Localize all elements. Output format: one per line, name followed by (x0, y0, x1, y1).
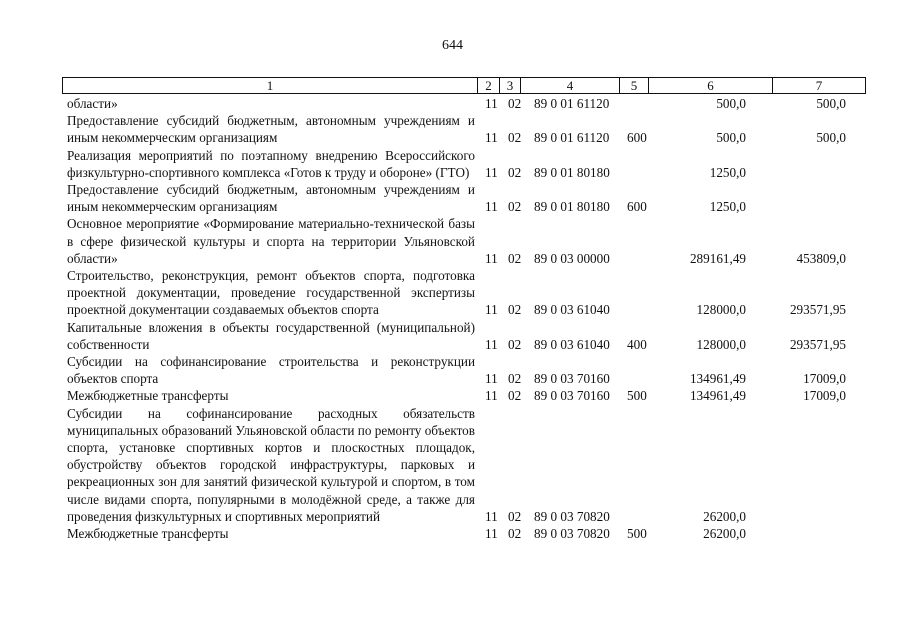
table-row (0, 267, 905, 319)
row-description: Предоставление субсидий бюджетным, автономным учреждениям и иным некоммерческим организациям (67, 182, 475, 215)
section-code: 11 (485, 388, 498, 404)
table-row (0, 112, 905, 146)
target-article-code: 89 0 01 80180 (534, 164, 610, 180)
section-code: 11 (485, 199, 498, 215)
column-header-7: 7 (773, 78, 866, 94)
section-code: 11 (485, 302, 498, 318)
amount-year-1: 26200,0 (703, 526, 746, 542)
section-code: 11 (485, 371, 498, 387)
column-header-6: 6 (649, 78, 773, 94)
table-row (0, 525, 905, 542)
subsection-code: 02 (508, 199, 522, 215)
target-article-code: 89 0 01 61120 (534, 130, 610, 146)
section-code: 11 (485, 250, 498, 266)
table-row (0, 95, 905, 112)
expense-type-code: 500 (627, 388, 647, 404)
subsection-code: 02 (508, 164, 522, 180)
amount-year-1: 1250,0 (709, 199, 746, 215)
amount-year-2: 293571,95 (789, 336, 846, 352)
amount-year-1: 128000,0 (696, 302, 746, 318)
column-header-3: 3 (500, 78, 521, 94)
table-row (0, 387, 905, 404)
section-code: 11 (485, 164, 498, 180)
subsection-code: 02 (508, 526, 522, 542)
column-header-4: 4 (521, 78, 620, 94)
amount-year-1: 289161,49 (689, 250, 746, 266)
target-article-code: 89 0 03 61040 (534, 336, 610, 352)
target-article-code: 89 0 03 70160 (534, 371, 610, 387)
row-description: Межбюджетные трансферты (67, 526, 229, 542)
column-header-1: 1 (63, 78, 478, 94)
amount-year-2: 453809,0 (796, 250, 846, 266)
row-description: Предоставление субсидий бюджетным, автономным учреждениям и иным некоммерческим организациям (67, 113, 475, 146)
section-code: 11 (485, 130, 498, 146)
subsection-code: 02 (508, 336, 522, 352)
amount-year-1: 134961,49 (689, 388, 746, 404)
section-code: 11 (485, 96, 498, 111)
row-description: Реализация мероприятий по поэтапному внедрению Всероссийского физкультурно-спортивного комплекса «Готов к труду и обороне» (ГТО) (67, 147, 475, 180)
expense-type-code: 500 (627, 526, 647, 542)
expense-type-code: 400 (627, 336, 647, 352)
row-description: Субсидии на софинансирование строительства и реконструкции объектов спорта (67, 354, 475, 387)
row-description: Субсидии на софинансирование расходных обязательств муниципальных образований Ульяновской области по ремонту объектов спорта, установке спортивных кортов и плоскостных площадок, обустройству объектов городской инфраструктуры, парковых и рекреационных зон для занятий физической культурой и спортом, в том числе видами спорта, популярными в молодёжной среде, а также для проведения физкультурных и спортивных мероприятий (67, 405, 475, 524)
amount-year-2: 293571,95 (789, 302, 846, 318)
row-description: области» (67, 96, 118, 111)
amount-year-2: 500,0 (816, 130, 846, 146)
column-header-table (62, 77, 866, 94)
subsection-code: 02 (508, 130, 522, 146)
target-article-code: 89 0 03 70820 (534, 526, 610, 542)
amount-year-2: 500,0 (816, 96, 846, 111)
row-description: Основное мероприятие «Формирование материально-технической базы в сфере физической культуры и спорта на территории Ульяновской области» (67, 216, 475, 266)
target-article-code: 89 0 01 80180 (534, 199, 610, 215)
amount-year-1: 128000,0 (696, 336, 746, 352)
target-article-code: 89 0 03 70820 (534, 508, 610, 524)
column-header-2: 2 (478, 78, 500, 94)
subsection-code: 02 (508, 388, 522, 404)
target-article-code: 89 0 03 61040 (534, 302, 610, 318)
section-code: 11 (485, 336, 498, 352)
table-row (0, 319, 905, 353)
row-description: Капитальные вложения в объекты государственной (муниципальной) собственности (67, 319, 475, 352)
table-row (0, 405, 905, 525)
table-row (0, 147, 905, 181)
budget-table-body (0, 95, 905, 542)
target-article-code: 89 0 01 61120 (534, 96, 610, 111)
subsection-code: 02 (508, 250, 522, 266)
subsection-code: 02 (508, 96, 522, 111)
amount-year-1: 500,0 (716, 130, 746, 146)
subsection-code: 02 (508, 302, 522, 318)
expense-type-code: 600 (627, 130, 647, 146)
target-article-code: 89 0 03 00000 (534, 250, 610, 266)
subsection-code: 02 (508, 371, 522, 387)
row-description: Строительство, реконструкция, ремонт объектов спорта, подготовка проектной документации, проведение государственной экспертизы проектной документации создаваемых объектов спорта (67, 268, 475, 318)
expense-type-code: 600 (627, 199, 647, 215)
amount-year-1: 134961,49 (689, 371, 746, 387)
amount-year-1: 500,0 (716, 96, 746, 111)
amount-year-2: 17009,0 (803, 388, 846, 404)
amount-year-1: 1250,0 (709, 164, 746, 180)
target-article-code: 89 0 03 70160 (534, 388, 610, 404)
column-header-5: 5 (620, 78, 649, 94)
amount-year-1: 26200,0 (703, 508, 746, 524)
table-row (0, 181, 905, 215)
section-code: 11 (485, 508, 498, 524)
row-description: Межбюджетные трансферты (67, 388, 229, 404)
page-number: 644 (442, 38, 463, 53)
table-row (0, 353, 905, 387)
table-row (0, 215, 905, 267)
amount-year-2: 17009,0 (803, 371, 846, 387)
column-header-row (63, 78, 866, 94)
section-code: 11 (485, 526, 498, 542)
subsection-code: 02 (508, 508, 522, 524)
